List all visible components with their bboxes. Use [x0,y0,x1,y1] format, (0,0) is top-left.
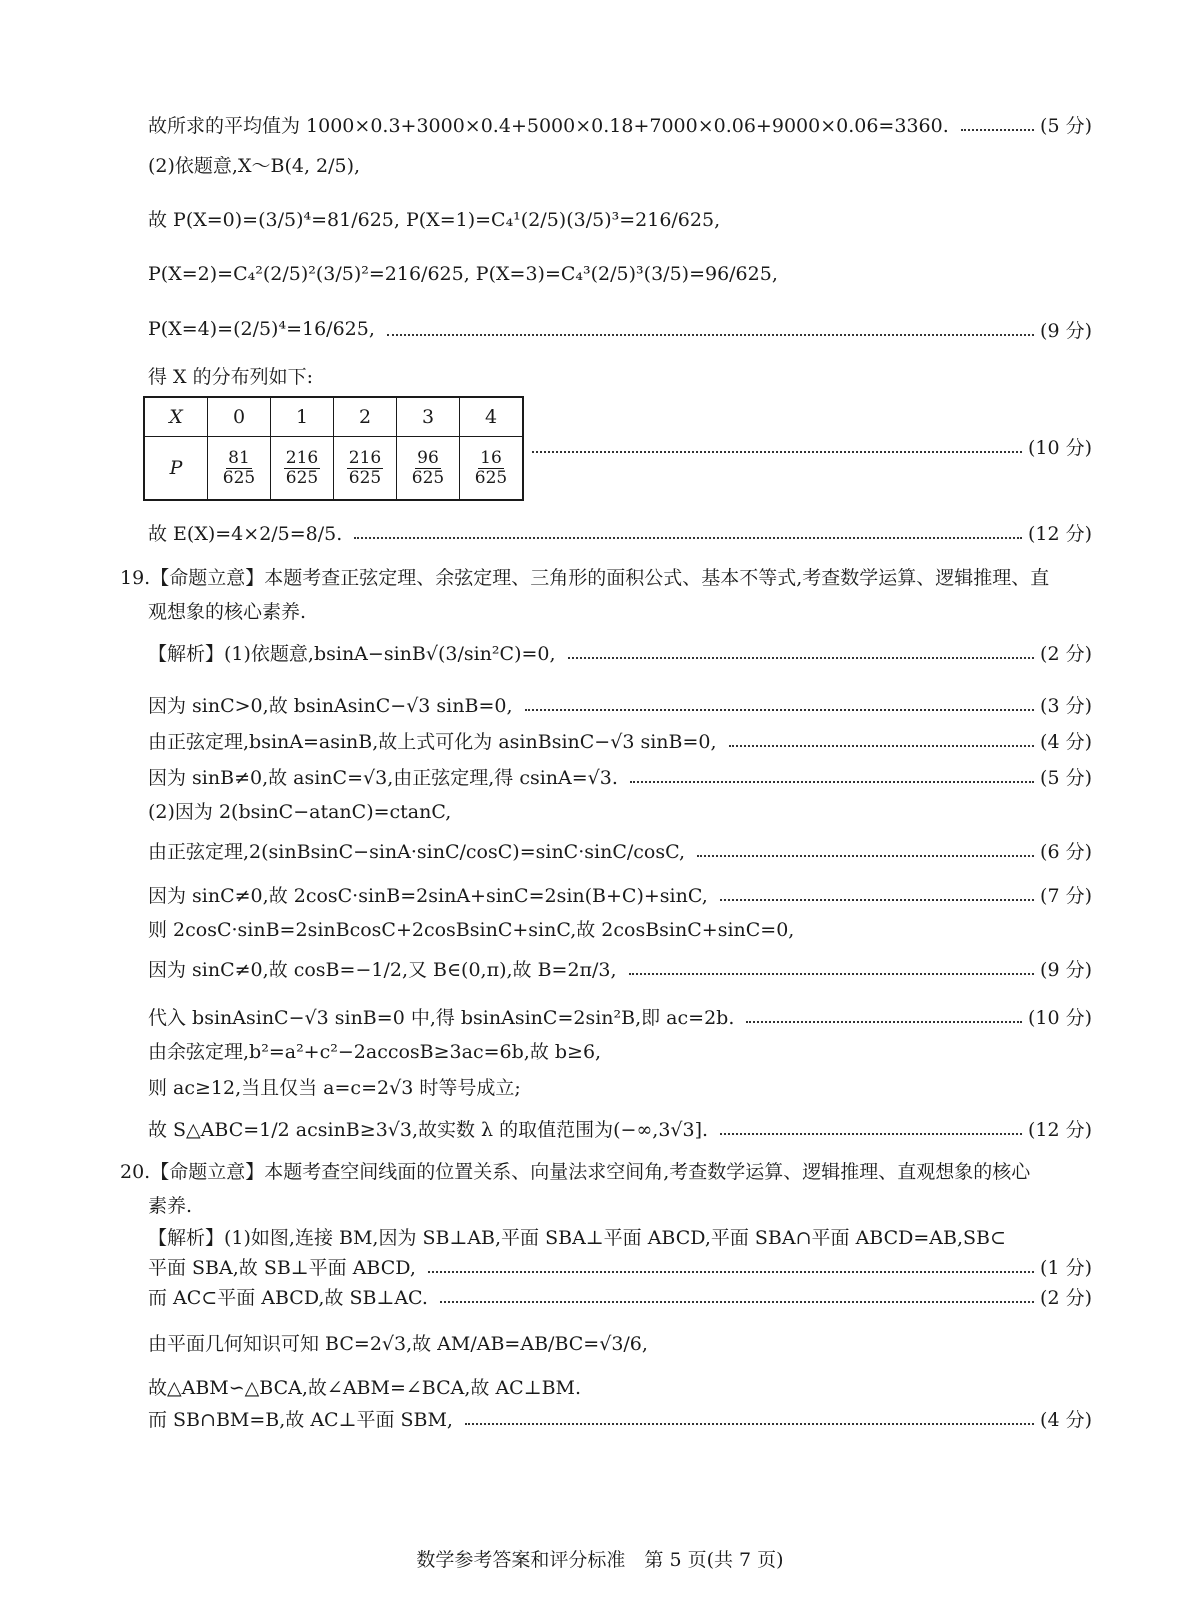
line-text: 由平面几何知识可知 BC=2√3,故 AM/AB=AB/BC=√3/6, [148,1332,648,1355]
line-text: 19.【命题立意】本题考查正弦定理、余弦定理、三角形的面积公式、基本不等式,考查数学运算、逻辑推理、直 [120,566,1050,589]
line-text: 则 ac≥12,当且仅当 a=c=2√3 时等号成立; [148,1076,521,1099]
line-text: 观想象的核心素养. [148,600,307,623]
line-text: (2)因为 2(bsinC−atanC)=ctanC, [148,800,452,823]
line-text: 故 E(X)=4×2/5=8/5. [148,522,343,545]
table-cell [334,437,397,501]
leader-dots [428,1270,1034,1273]
line-text: 【解析】(1)依题意,bsinA−sinB√(3/sin²C)=0, [148,642,556,665]
score-label: (4 分) [1040,730,1092,753]
leader-dots [629,972,1034,975]
fraction-denominator: 625 [285,467,319,488]
line-text: 则 2cosC·sinB=2sinBcosC+2cosBsinC+sinC,故 2cosBsinC+sinC=0, [148,918,795,941]
fraction-denominator: 625 [411,467,445,488]
leader-dots [568,656,1034,659]
score-label: (9 分) [1040,958,1092,981]
q19-line-cosb [148,908,1092,948]
leader-dots [720,1132,1022,1135]
leader-dots [697,854,1034,857]
q19-line-equality [148,1066,1092,1106]
line-text: 而 AC⊂平面 ABCD,故 SB⊥AC. [148,1286,428,1309]
line-text: 20.【命题立意】本题考查空间线面的位置关系、向量法求空间角,考查数学运算、逻辑推理、直观想象的核心 [120,1160,1031,1183]
score-label: (3 分) [1040,694,1092,717]
score-label: (2 分) [1040,1286,1092,1309]
q20-line-ratio [148,1322,1092,1362]
line-text: 故 S△ABC=1/2 acsinB≥3√3,故实数 λ 的取值范围为(−∞,3√3]. [148,1118,709,1141]
line-text: 因为 sinC>0,故 bsinAsinC−√3 sinB=0, [148,694,513,717]
q19-line-6pts [148,830,1092,870]
table-cell: 4 [460,397,524,437]
table-cell: 1 [271,397,334,437]
line-distribution-intro [148,355,1092,395]
line-p2-p3 [148,254,1092,294]
q19-part2 [148,790,1092,830]
q19-line-9pts [148,948,1092,988]
table-header-p: P [144,437,208,501]
score-label: (1 分) [1040,1256,1092,1279]
q19-line-4pts [148,720,1092,760]
fraction [284,449,320,488]
line-text: 因为 sinC≠0,故 cosB=−1/2,又 B∈(0,π),故 B=2π/3, [148,958,617,981]
line-text: 由正弦定理,bsinA=asinB,故上式可化为 asinBsinC−√3 sinB=0, [148,730,717,753]
q19-line-3pts [148,684,1092,724]
table-cell [397,437,460,501]
q19-intent-cont [148,590,1092,630]
table-header-x: X [144,397,208,437]
score-label: (6 分) [1040,840,1092,863]
fraction [221,449,257,488]
line-text: 而 SB∩BM=B,故 AC⊥平面 SBM, [148,1408,453,1431]
line-text: 故 P(X=0)=(3/5)⁴=81/625, P(X=1)=C₄¹(2/5)(3/5)³=216/625, [148,208,721,231]
score-label: (10 分) [1027,1006,1092,1029]
leader-dots [525,708,1035,711]
table-cell: 2 [334,397,397,437]
q20-line-4pts [148,1398,1092,1438]
fraction-numerator: 16 [480,447,502,468]
table-cell [208,437,271,501]
leader-dots [746,1020,1022,1023]
line-text: 由余弦定理,b²=a²+c²−2accosB≥3ac=6b,故 b≥6, [148,1040,602,1063]
q19-line-12pts [148,1108,1092,1148]
leader-dots [532,450,1022,453]
leader-dots [354,536,1022,539]
leader-dots [729,744,1035,747]
line-text: (2)依题意,X～B(4, 2/5), [148,154,361,177]
q19-line-cosine-law [148,1030,1092,1070]
line-text: 素养. [148,1194,193,1217]
table-cell [460,437,524,501]
table-score-line [532,428,1092,464]
score-label: (5 分) [1040,766,1092,789]
q19-line-2pts [148,632,1092,672]
line-text: 故△ABM∽△BCA,故∠ABM=∠BCA,故 AC⊥BM. [148,1376,582,1399]
score-label: (12 分) [1027,522,1092,545]
score-label: (10 分) [1027,436,1092,459]
fraction-numerator: 96 [417,447,439,468]
leader-dots [387,333,1034,336]
fraction-numerator: 216 [348,447,382,468]
table-cell [271,437,334,501]
line-expectation [148,512,1092,552]
leader-dots [630,780,1034,783]
table-row [144,397,523,437]
q20-line-2pts [148,1276,1092,1316]
line-text: 【解析】(1)如图,连接 BM,因为 SB⊥AB,平面 SBA⊥平面 ABCD,平面 SBA∩平面 ABCD=AB,SB⊂ [148,1226,1006,1249]
table-row [144,437,523,501]
fraction [347,449,383,488]
table-cell: 0 [208,397,271,437]
fraction-numerator: 81 [228,447,250,468]
score-label: (5 分) [1040,114,1092,137]
table-cell: 3 [397,397,460,437]
line-text: 得 X 的分布列如下: [148,365,314,388]
score-label: (4 分) [1040,1408,1092,1431]
fraction [410,449,446,488]
score-label: (7 分) [1040,884,1092,907]
line-text: 由正弦定理,2(sinBsinC−sinA·sinC/cosC)=sinC·sinC/cosC, [148,840,685,863]
leader-dots [465,1422,1034,1425]
leader-dots [720,898,1034,901]
fraction-denominator: 625 [474,467,508,488]
line-text: 因为 sinB≠0,故 asinC=√3,由正弦定理,得 csinA=√3. [148,766,618,789]
fraction [473,449,509,488]
line-text: 因为 sinC≠0,故 2cosC·sinB=2sinA+sinC=2sin(B+C)+sinC, [148,884,708,907]
line-binomial [148,144,1092,184]
distribution-table [143,396,524,501]
score-label: (12 分) [1027,1118,1092,1141]
line-text: P(X=2)=C₄²(2/5)²(3/5)²=216/625, P(X=3)=C₄³(2/5)³(3/5)=96/625, [148,263,778,285]
page-footer: 数学参考答案和评分标准 第 5 页(共 7 页) [416,1549,784,1571]
line-p0-p1 [148,198,1092,238]
line-text: 故所求的平均值为 1000×0.3+3000×0.4+5000×0.18+7000×0.06+9000×0.06=3360. [148,114,949,137]
fraction-denominator: 625 [222,467,256,488]
score-label: (2 分) [1040,642,1092,665]
fraction-denominator: 625 [348,467,382,488]
fraction-numerator: 216 [285,447,319,468]
line-mean-value [148,104,1092,144]
leader-dots [440,1300,1034,1303]
leader-dots [961,128,1034,131]
line-text: 平面 SBA,故 SB⊥平面 ABCD, [148,1256,416,1279]
line-text: 代入 bsinAsinC−√3 sinB=0 中,得 bsinAsinC=2sin²B,即 ac=2b. [148,1006,735,1029]
score-label: (9 分) [1040,319,1092,342]
line-text: P(X=4)=(2/5)⁴=16/625, [148,318,375,340]
line-p4 [148,309,1092,349]
